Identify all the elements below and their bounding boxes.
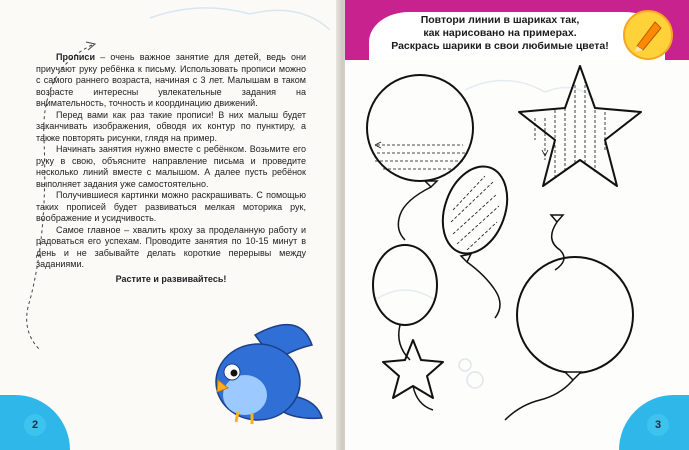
left-page [0,0,340,450]
balloon-worksheet [345,0,689,450]
intro-paragraph-1: Прописи – очень важное занятие для детей, ведь они приучают руку ребёнка к письму. Использовать прописи можно с самого раннего возраста, начиная с 3 лет. Малышам в таком возрасте интересны увлекательные задания на внимательность, точность и координацию движений. [36,52,306,108]
balloon-circle-horizontal [367,75,473,240]
closing-line: Растите и развивайтесь! [115,273,227,284]
instruction-line-1: Повтори линии в шариках так, [420,14,580,26]
balloon-circle-empty [505,257,633,420]
bird-icon [0,0,340,450]
instruction-line-2: как нарисовано на примерах. [423,27,577,39]
balloon-star-vertical [519,66,641,270]
instruction-line-3: Раскрась шарики в свои любимые цвета! [391,40,609,52]
intro-paragraph-3: Начинать занятия нужно вместе с ребёнком. Возьмите его руку в свою, объясните направление письма и проведите несколько линий вместе с малышом. А далее пусть ребёнок выполняет задания уже самостоятельно. [36,144,306,189]
page-number-left: 2 [24,414,46,436]
intro-paragraph-5: Самое главное – хвалить кроху за проделанную работу и радоваться его успехам. Проводите занятия по 10-15 минут в день и не забывайте делать короткие перерывы между заданиями. [36,224,306,269]
balloon-oval-empty [373,245,437,360]
page-number-right: 3 [647,414,669,436]
intro-paragraph-4: Получившиеся картинки можно раскрашивать. С помощью таких прописей будет развиваться мелкая моторика рук, воображение и усидчивость. [36,190,306,223]
balloon-oval-diagonal [431,157,518,318]
intro-paragraph-2: Перед вами как раз такие прописи! В них малыш будет заканчивать изображения, обводя их контур по пунктиру, а также повторять рисунки, глядя на пример. [36,109,306,143]
right-page [345,0,689,450]
lead-term: Прописи [56,52,95,62]
balloon-star-empty [383,340,443,410]
